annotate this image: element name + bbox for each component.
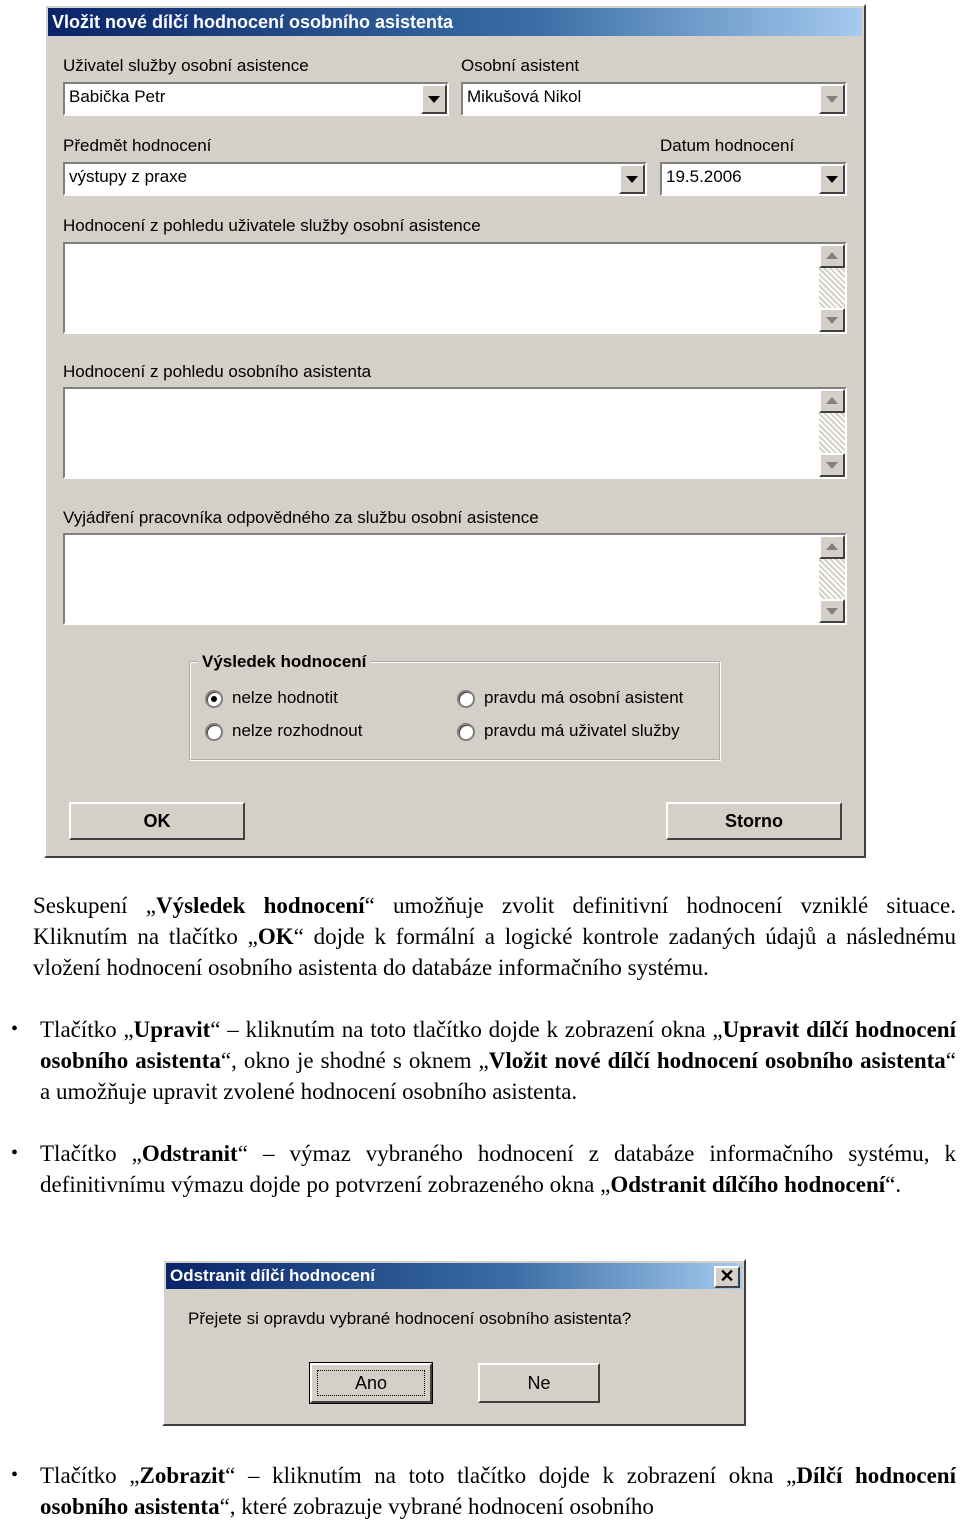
text: “, okno je shodné s oknem „: [220, 1048, 489, 1073]
chevron-down-icon: [626, 176, 638, 183]
vertical-scrollbar[interactable]: [819, 244, 845, 332]
statement-textarea[interactable]: [63, 533, 847, 625]
arrow-down-icon: [826, 462, 838, 469]
close-icon[interactable]: ✕: [714, 1266, 740, 1288]
bullet-odstranit: [11, 1138, 956, 1200]
dialog-title: Vložit nové dílčí hodnocení osobního asistenta: [48, 8, 862, 36]
scroll-down-button[interactable]: [819, 599, 845, 623]
radio-label-pravdu-ma-uzivatel-sluzby[interactable]: pravdu má uživatel služby: [484, 721, 680, 740]
cancel-button-label: Storno: [725, 811, 783, 831]
yes-button[interactable]: [310, 1363, 432, 1403]
scroll-up-button[interactable]: [819, 389, 845, 413]
date-value: 19.5.2006: [666, 167, 742, 186]
bullet-upravit: [11, 1014, 956, 1107]
cancel-button[interactable]: [666, 802, 842, 840]
text: Seskupení „: [33, 893, 156, 918]
scroll-down-button[interactable]: [819, 453, 845, 477]
user-value: Babička Petr: [69, 87, 166, 106]
text: “ – kliknutím na toto tlačítko dojde k zobrazení okna „: [225, 1463, 797, 1488]
bold-text: Upravit dílčí hodnocení osobního asistenta: [40, 1017, 956, 1073]
subject-label: Předmět hodnocení: [63, 136, 212, 155]
user-label: Uživatel služby osobní asistence: [63, 56, 309, 75]
chevron-down-icon: [428, 96, 440, 103]
chevron-down-icon: [826, 176, 838, 183]
eval-assistant-label: Hodnocení z pohledu osobního asistenta: [63, 362, 372, 381]
scroll-down-button[interactable]: [819, 308, 845, 332]
arrow-up-icon: [826, 252, 838, 259]
subject-value: výstupy z praxe: [69, 167, 188, 186]
bullet-icon: •: [11, 1018, 19, 1040]
radio-label-pravdu-ma-osobni-asistent[interactable]: pravdu má osobní asistent: [484, 688, 684, 707]
no-button-label: Ne: [527, 1373, 551, 1393]
eval-assistant-textarea[interactable]: [63, 387, 847, 479]
chevron-down-icon: [826, 96, 838, 103]
paragraph-result-description: [33, 890, 956, 983]
date-label: Datum hodnocení: [660, 136, 795, 155]
assistant-combobox[interactable]: [461, 82, 847, 116]
ok-button[interactable]: [69, 802, 245, 840]
radio-nelze-hodnotit[interactable]: [205, 690, 223, 708]
arrow-up-icon: [826, 543, 838, 550]
arrow-down-icon: [826, 317, 838, 324]
radio-nelze-rozhodnout[interactable]: [205, 723, 223, 741]
text: Tlačítko „: [40, 1017, 134, 1042]
eval-user-textarea[interactable]: [63, 242, 847, 334]
scroll-up-button[interactable]: [819, 244, 845, 268]
assistant-label: Osobní asistent: [461, 56, 580, 75]
text: “, které zobrazuje vybrané hodnocení osobního: [219, 1494, 654, 1519]
insert-evaluation-dialog: [44, 4, 866, 858]
user-dropdown-button[interactable]: [421, 84, 447, 114]
radio-pravdu-ma-osobni-asistent[interactable]: [457, 690, 475, 708]
yes-button-label: Ano: [354, 1373, 388, 1393]
text: “ a umožňuje upravit zvolené hodnocení osobního asistenta.: [40, 1048, 956, 1104]
result-group-title: Výsledek hodnocení: [198, 652, 370, 672]
statement-label: Vyjádření pracovníka odpovědného za službu osobní asistence: [63, 508, 539, 527]
no-button[interactable]: [478, 1363, 600, 1403]
bold-text: Odstranit: [141, 1141, 238, 1166]
bold-text: Výsledek hodnocení: [155, 893, 365, 918]
text: “ – kliknutím na toto tlačítko dojde k zobrazení okna „: [210, 1017, 723, 1042]
radio-label-nelze-hodnotit[interactable]: nelze hodnotit: [232, 688, 338, 707]
radio-pravdu-ma-uzivatel-sluzby[interactable]: [457, 723, 475, 741]
radio-selected-dot: [211, 696, 217, 702]
bullet-icon: •: [11, 1464, 19, 1486]
bold-text: Upravit: [133, 1017, 211, 1042]
assistant-dropdown-button[interactable]: [819, 84, 845, 114]
text: “.: [885, 1172, 902, 1197]
bold-text: Vložit nové dílčí hodnocení osobního asistenta: [488, 1048, 946, 1073]
arrow-up-icon: [826, 397, 838, 404]
text: Tlačítko „: [40, 1463, 140, 1488]
arrow-down-icon: [826, 608, 838, 615]
result-groupbox: [189, 661, 721, 761]
bold-text: Odstranit dílčího hodnocení: [610, 1172, 886, 1197]
vertical-scrollbar[interactable]: [819, 389, 845, 477]
user-combobox[interactable]: [63, 82, 449, 116]
subject-combobox[interactable]: [63, 162, 647, 196]
text: “ umožňuje zvolit definitivní hodnocení vzniklé situace. Kliknutím na tlačítko „: [33, 893, 956, 949]
eval-user-label: Hodnocení z pohledu uživatele služby osobní asistence: [63, 216, 481, 235]
assistant-value: Mikušová Nikol: [467, 87, 582, 106]
bold-text: Zobrazit: [139, 1463, 226, 1488]
bold-text: OK: [257, 924, 294, 949]
text: “ dojde k formální a logické kontrole zadaných údajů a následnému vložení hodnocení osobního asistenta do databáze informačního systému.: [33, 924, 956, 980]
bold-text: Dílčí hodnocení osobního asistenta: [40, 1463, 956, 1519]
radio-label-nelze-rozhodnout[interactable]: nelze rozhodnout: [232, 721, 363, 740]
dialog-title: Odstranit dílčí hodnocení: [166, 1263, 742, 1289]
text: “ – výmaz vybraného hodnocení z databáze informačního systému, k definitivnímu výmazu dojde po potvrzení zobrazeného okna „: [40, 1141, 956, 1197]
vertical-scrollbar[interactable]: [819, 535, 845, 623]
subject-dropdown-button[interactable]: [619, 164, 645, 194]
ok-button-label: OK: [143, 811, 171, 831]
text: Tlačítko „: [40, 1141, 142, 1166]
date-combobox[interactable]: [660, 162, 847, 196]
bullet-icon: •: [11, 1142, 19, 1164]
delete-evaluation-dialog: [162, 1259, 746, 1426]
bullet-zobrazit: [11, 1460, 956, 1522]
confirm-message: Přejete si opravdu vybrané hodnocení osobního asistenta?: [188, 1309, 632, 1328]
scroll-up-button[interactable]: [819, 535, 845, 559]
date-dropdown-button[interactable]: [819, 164, 845, 194]
